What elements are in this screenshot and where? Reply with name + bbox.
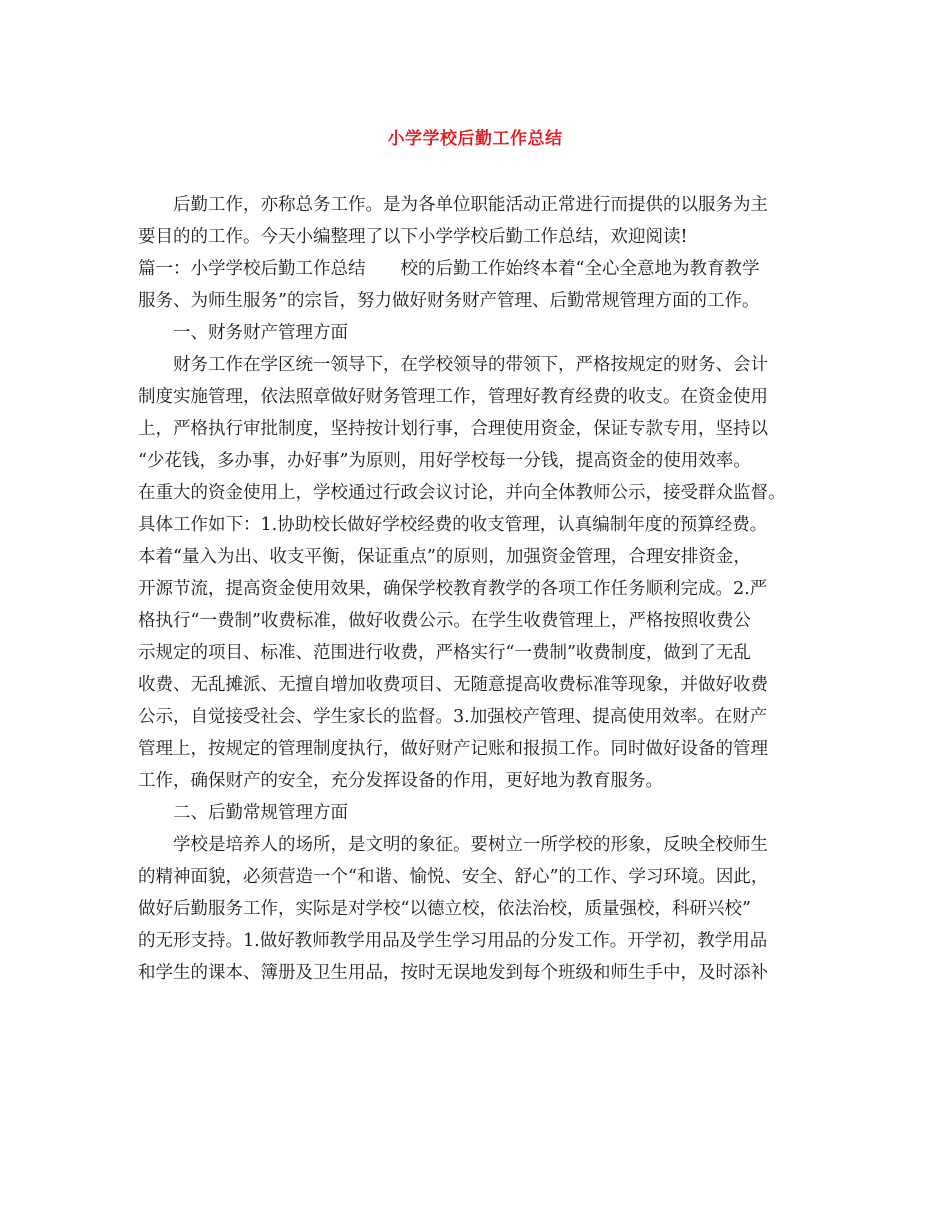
text-line: 示规定的项目、标准、范围进行收费，严格实行“一费制”收费制度，做到了无乱: [138, 643, 751, 663]
text-line: 的精神面貌，必须营造一个“和谐、愉悦、安全、舒心”的工作、学习环境。因此，: [138, 867, 769, 887]
text-line: 学校是培养人的场所，是文明的象征。要树立一所学校的形象，反映全校师生: [138, 835, 768, 855]
text-line: 收费、无乱摊派、无擅自增加收费项目、无随意提高收费标准等现象，并做好收费: [138, 675, 768, 695]
text-line: 要目的的工作。今天小编整理了以下小学学校后勤工作总结，欢迎阅读!: [138, 227, 688, 247]
text-line: 篇一：小学学校后勤工作总结 校的后勤工作始终本着“全心全意地为教育教学: [138, 259, 760, 279]
text-line: 在重大的资金使用上，学校通过行政会议讨论，并向全体教师公示，接受群众监督。: [138, 483, 786, 503]
text-line: 工作，确保财产的安全，充分发挥设备的作用，更好地为教育服务。: [138, 771, 663, 791]
text-line: 的无形支持。1.做好教师教学用品及学生学习用品的分发工作。开学初，教学用品: [138, 931, 768, 951]
text-line: 做好后勤服务工作，实际是对学校“以德立校，依法治校，质量强校，科研兴校”: [138, 899, 751, 919]
text-line: 格执行“一费制”收费标准，做好收费公示。在学生收费管理上，严格按照收费公: [138, 611, 751, 631]
text-line: “少花钱，多办事，办好事”为原则，用好学校每一分钱，提高资金的使用效率。: [138, 451, 751, 471]
text-line: 后勤工作，亦称总务工作。是为各单位职能活动正常进行而提供的以服务为主: [138, 195, 768, 215]
text-line: 具体工作如下：1.协助校长做好学校经费的收支管理，认真编制年度的预算经费。: [138, 515, 768, 535]
text-line: 开源节流，提高资金使用效果，确保学校教育教学的各项工作任务顺利完成。2.严: [138, 579, 768, 599]
text-line: 公示，自觉接受社会、学生家长的监督。3.加强校产管理、提高使用效率。在财产: [138, 707, 768, 727]
text-line: 财务工作在学区统一领导下，在学校领导的带领下，严格按规定的财务、会计: [138, 355, 768, 375]
document-body: [138, 189, 828, 989]
text-line: 和学生的课本、簿册及卫生用品，按时无误地发到每个班级和师生手中，及时添补: [138, 963, 768, 983]
text-line: 二、后勤常规管理方面: [138, 803, 348, 823]
document-title: 小学学校后勤工作总结: [387, 129, 563, 149]
text-line: 本着“量入为出、收支平衡，保证重点”的原则，加强资金管理，合理安排资金，: [138, 547, 751, 567]
text-line: 制度实施管理，依法照章做好财务管理工作，管理好教育经费的收支。在资金使用: [138, 387, 768, 407]
text-line: 服务、为师生服务”的宗旨，努力做好财务财产管理、后勤常规管理方面的工作。: [138, 291, 760, 311]
text-line: 上，严格执行审批制度，坚持按计划行事，合理使用资金，保证专款专用，坚持以: [138, 419, 768, 439]
text-line: 管理上，按规定的管理制度执行，做好财产记账和报损工作。同时做好设备的管理: [138, 739, 768, 759]
text-line: 一、财务财产管理方面: [138, 323, 348, 343]
